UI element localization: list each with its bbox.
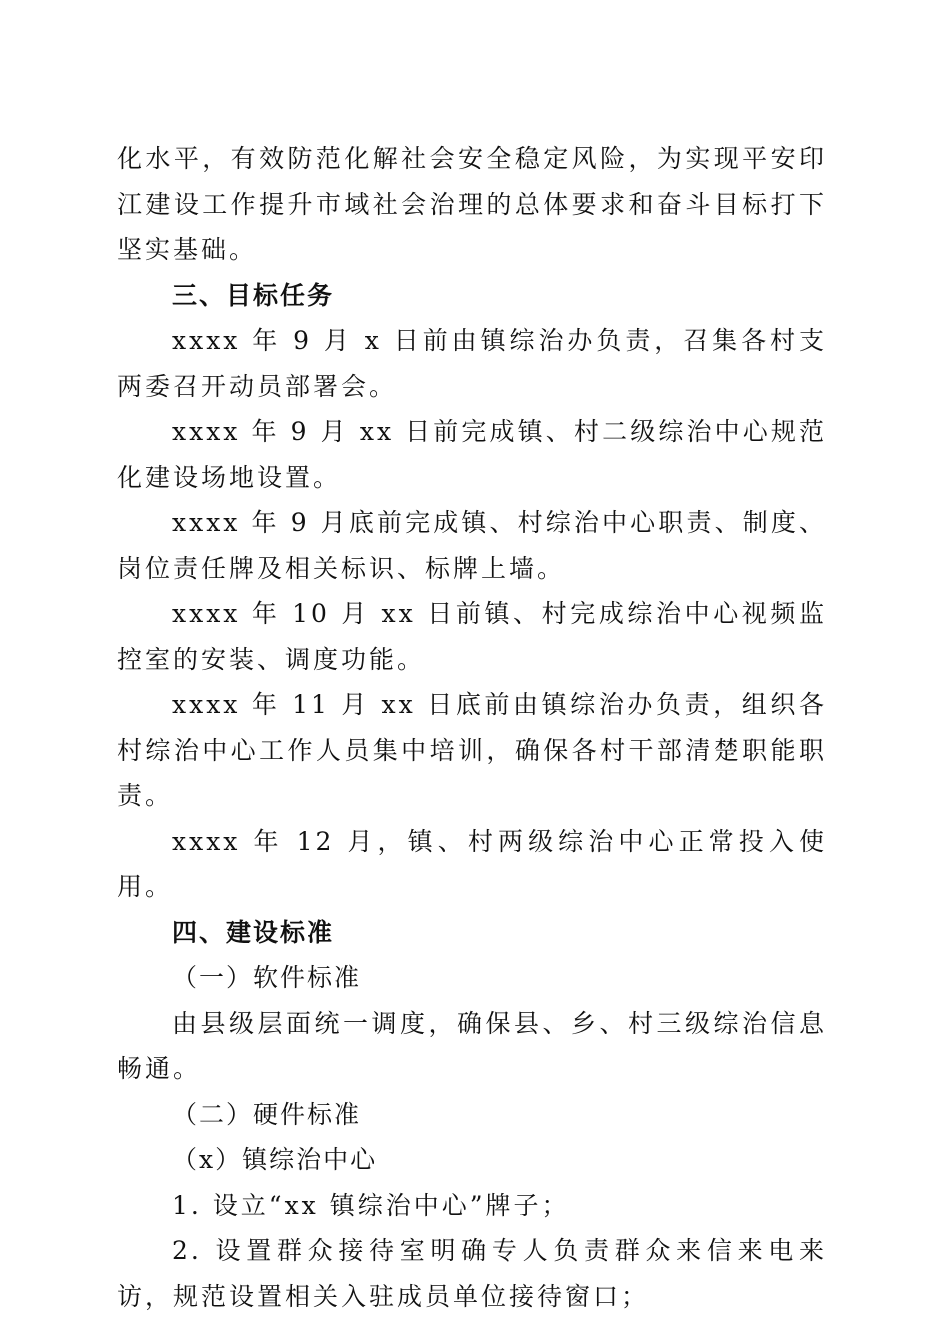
hardware-item-1: 1. 设立“xx 镇综治中心”牌子； [172,1190,570,1220]
subheading-software-standard: （一）软件标准 [172,963,362,992]
software-standard-text: 由县级层面统一调度，确保县、乡、村三级综治信息畅通。 [117,1008,827,1083]
section-heading-goals: 三、目标任务 [172,280,335,310]
section-heading-standards: 四、建设标准 [172,917,335,947]
subheading-hardware-standard: （二）硬件标准 [172,1099,362,1129]
goal-item-4: xxxx 年 10 月 xx 日前镇、村完成综治中心视频监控室的安装、调度功能。 [117,599,827,674]
subheading-town-center: （x）镇综治中心 [172,1145,378,1174]
goal-item-6: xxxx 年 12 月，镇、村两级综治中心正常投入使用。 [117,826,827,901]
document-body [117,136,827,1319]
paragraph-continuation: 化水平，有效防范化解社会安全稳定风险，为实现平安印江建设工作提升市域社会治理的总体要求和奋斗目标打下坚实基础。 [117,144,827,264]
goal-item-3: xxxx 年 9 月底前完成镇、村综治中心职责、制度、岗位责任牌及相关标识、标牌上墙。 [117,508,827,583]
goal-item-2: xxxx 年 9 月 xx 日前完成镇、村二级综治中心规范化建设场地设置。 [117,417,827,492]
hardware-item-2: 2. 设置群众接待室明确专人负责群众来信来电来访，规范设置相关入驻成员单位接待窗口； [117,1236,827,1311]
goal-item-5: xxxx 年 11 月 xx 日底前由镇综治办负责，组织各村综治中心工作人员集中培训，确保各村干部清楚职能职责。 [117,690,827,810]
goal-item-1: xxxx 年 9 月 x 日前由镇综治办负责，召集各村支两委召开动员部署会。 [117,326,827,401]
